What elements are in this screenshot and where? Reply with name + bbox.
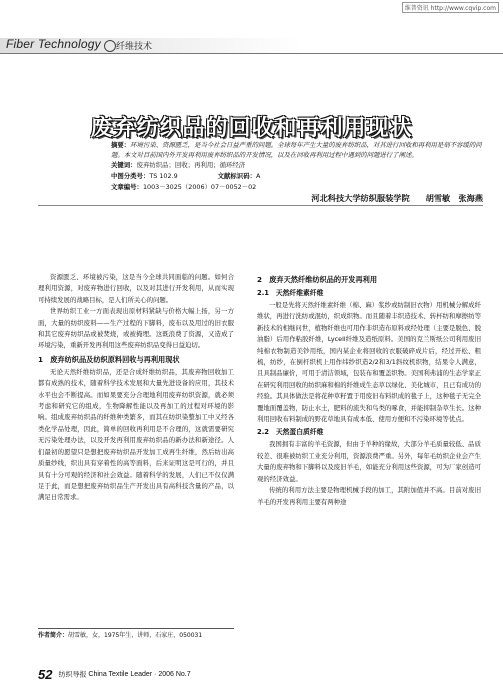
page-number: 52 xyxy=(38,667,53,682)
abstract-label: 摘要： xyxy=(111,141,131,149)
footer-journal-en: China Textile Leader · 2006 No.7 xyxy=(88,671,191,678)
section-heading: 2 废弃天然纤维纺织品的开发再利用 xyxy=(257,275,378,284)
institution: 河北科技大学纺织服装学院 xyxy=(311,193,410,203)
paragraph: 我国拥有丰富的羊毛资源，但由于羊种的缘故，大部分羊毛质量较低、品质较差、很难被纺织工业充分利用，资源浪费严重。另外，每年毛纺织企业会产生大量的废弃物和下脚料以及废旧羊毛，如能充分利用这些资源，可为厂家创造可观的经济效益。 xyxy=(257,440,481,483)
footnote-rule xyxy=(38,628,234,629)
classification xyxy=(111,171,483,182)
authors: 胡雪敏 张海燕 xyxy=(425,193,483,203)
section-heading: 1 废弃纺织品及纺织原料回收与再利用现状 xyxy=(38,354,180,364)
affiliation xyxy=(311,193,483,204)
footer-journal-cn: 纺织导报 xyxy=(58,671,87,679)
abstract xyxy=(111,140,483,160)
article-no-label: 文章编号： xyxy=(111,183,143,191)
header-divider xyxy=(0,53,503,54)
journal-name-en: Fiber Technology xyxy=(6,37,101,51)
paragraph: 资源匮乏、环境被污染，这是当今全球共同面临的问题。如何合理利用资源，对废弃物进行回收，以及对其进行开发利用，从而实现可持续发展的战略目标，是人们所关心的问题。 xyxy=(38,273,234,304)
section-rule xyxy=(38,205,483,206)
right-column xyxy=(257,272,481,508)
article-title: 废弃纺织品的回收和再利用现状 xyxy=(90,116,413,141)
watermark: 维普资讯 http://www.cqvip.com xyxy=(402,2,499,13)
article-no-value: 1003－3025（2006）07－0052－02 xyxy=(142,183,257,191)
subsection-heading: 2.2 天然蛋白质纤维 xyxy=(257,428,324,437)
abstract-block xyxy=(111,140,483,193)
keywords xyxy=(111,160,483,171)
paragraph: 无论天然纤维纺织品，还是合成纤维纺织品，其废弃物回收加工都有成熟的技术，随着科学技术发展和大量先进设备的应用，其技术水平也会不断提高。而如果要充分合理地利用废弃纺织资源，就必须考虑和研究它的组成，生物降解性能以及再加工的过程对环境的影响。组成废弃纺织品的纤维种类繁多，而其在纺织染整加工中又经各类化学品处理，因此，简单的回收再利用是不合理的，这就需要研究无污染处理办法，以及开发再利用废弃纺织品的新办法和新途径。人们最初的愿望只是想把废弃纺织品开发加工成再生纤维，然后纺出高质量纱线，织出具有穿着性的高等面料，后来证明这是可行的，并且具有十分可观的经济和社会效益。随着科学的发展，人们已不仅仅满足于此，而是想把废弃纺织品生产开发出具有高科技含量的产品，以满足日常需求。 xyxy=(38,367,234,502)
footnote-text: 胡雪敏，女，1975年生，讲师，石家庄，050031 xyxy=(68,632,203,639)
paragraph: 传统的利用方法主要是物理机械手段的加工，其附加值并不高。目前对废旧羊毛的开发再利用主要有两种途 xyxy=(257,486,481,506)
journal-name-cn: 纤维技术 xyxy=(116,42,153,52)
footnote-label: 作者简介： xyxy=(38,632,69,639)
paragraph: 世界纺织工业一方面表现出原材料紧缺与价格大幅上扬，另一方面，大量的纺织废料——生产过程的下脚料，废布以及用过的旧衣服和其它废弃纺织品或被焚烧，或被掩埋。这既浪费了资源，又造成了环境污染，重新开发再利用这些废弃纺织品变得日益迫切。 xyxy=(38,307,234,350)
clc-value: TS 102.9 xyxy=(149,172,178,180)
doc-code-value: A xyxy=(255,172,261,180)
clc-label: 中图分类号： xyxy=(111,172,150,180)
article-number xyxy=(111,182,483,193)
left-column xyxy=(38,272,234,504)
subsection-heading: 2.1 天然纤维素纤维 xyxy=(257,289,324,297)
ring-icon xyxy=(104,40,116,52)
author-footnote xyxy=(38,630,234,639)
paragraph: 一般是先将天然纤维素纤维（棉、麻）浆纱或纺制旧衣物）用机械分解成纤维状，再进行洗纺或混纺，织成织物。而且随着丰织造技术、转杯纺和摩擦纺等新技术的相继问世，植物纤维也可用作非织造布原料或经处理（主要是脱色、脱油脂）后用作粘胶纤维，Lycell纤维及造纸原料。美国的克兰斯纸公司利用废旧纯棉衣物制造美钞用纸，国内某企业将回收的衣服破碎成片后，经过开松、粗梳，纺纱，在倒杆织机上用作纬纱织造2/2和3/1斜纹机织物，结果令人满意，且具制品廉价，可用于清洁领域，包装布和覆盖织物。美国利弗浦的生态学家正在研究利用回收的纺织麻和棉的纤维成生态草以绿化、美化城市，且已有成功的经验。其具体做法是将花种草籽置于用废旧布料织成的毯子上，这种毯子无完全覆地面覆盖物，防止水土，肥料的流失和鸟类的啄食，并能抑制杂草生长。这种利用回收布料制成的野花草地具有成本低、使用方便和不污染环境等优点。 xyxy=(257,301,481,424)
abstract-text: 环境污染、资源匮乏，是当今社会日益严重的问题。全球每年产生大量的废弃纺织品，对其进行回收和再利用是刻不容缓的问题。本文对目前国内外开发再利用废弃纺织品的开发情况，以及在回收再利用过程中遇到的问题进行了阐述。 xyxy=(111,141,482,159)
keywords-label: 关键词： xyxy=(111,161,137,169)
page-footer xyxy=(38,667,191,682)
doc-code-label: 文献标识码： xyxy=(217,172,256,180)
keywords-text: 废弃纺织品；回收；再利用；循环经济 xyxy=(136,161,246,169)
